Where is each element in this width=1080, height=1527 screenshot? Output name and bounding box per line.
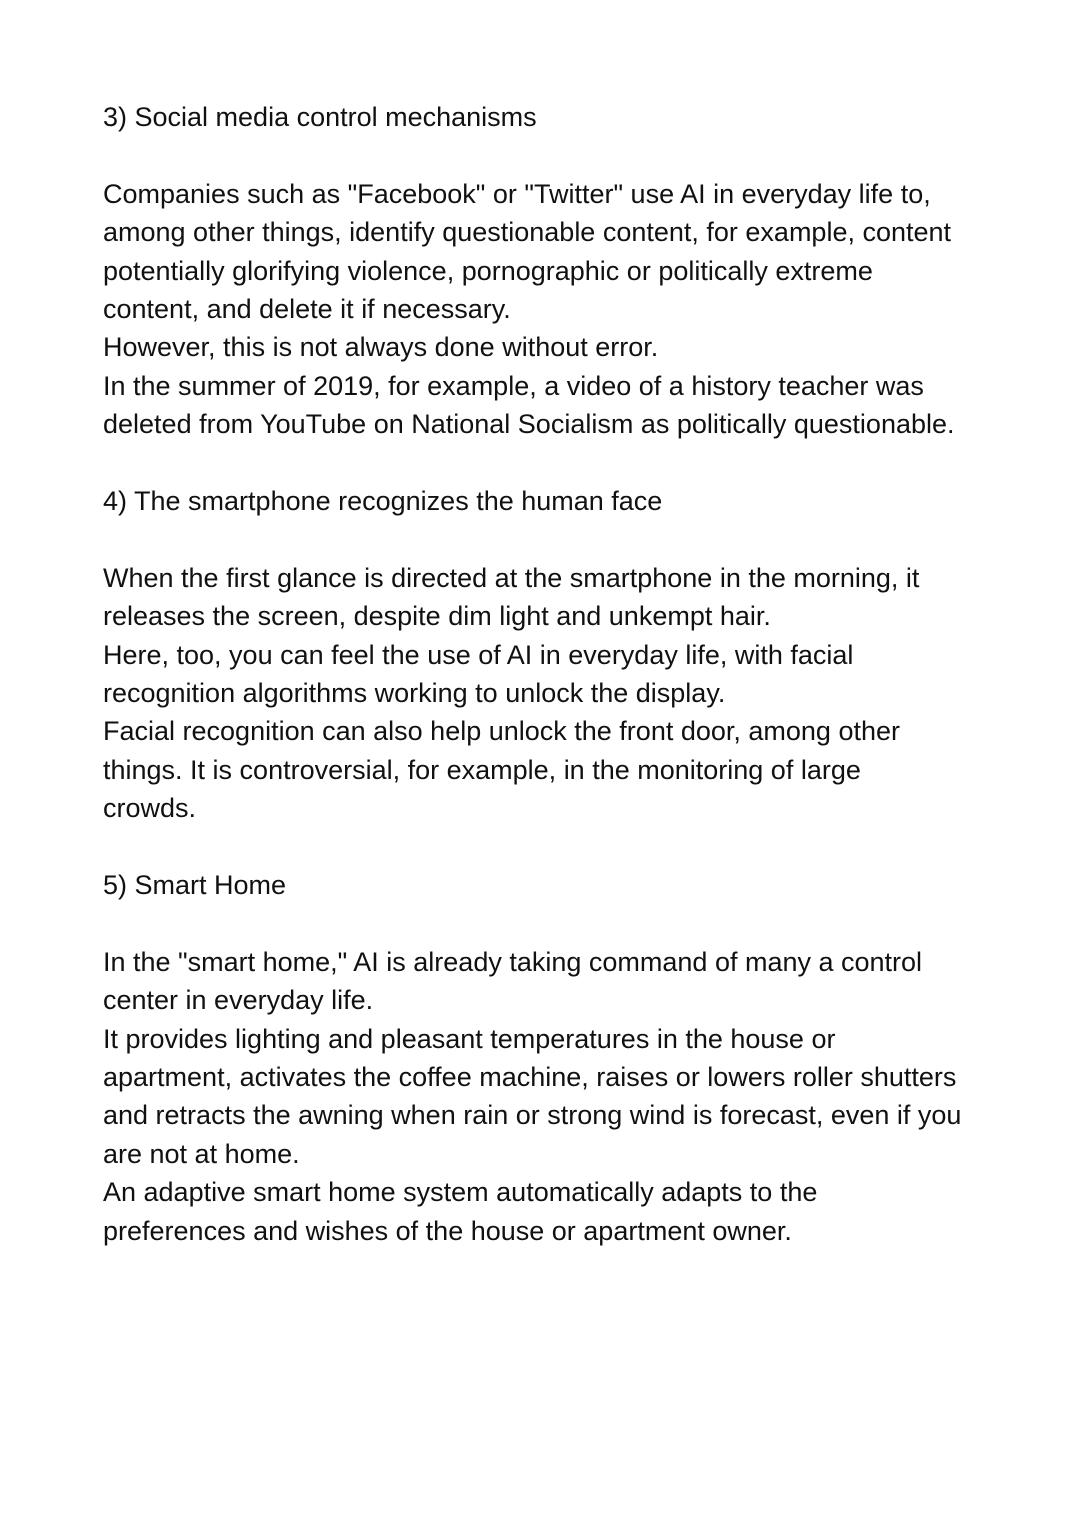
paragraph-line: crowds. — [103, 793, 197, 824]
paragraph-line: Facial recognition can also help unlock the front door, among other — [103, 716, 900, 747]
section-heading: 3) Social media control mechanisms — [103, 102, 537, 132]
spacer — [103, 136, 1003, 174]
spacer — [103, 904, 1003, 942]
paragraph-line: are not at home. — [103, 1138, 300, 1169]
paragraph-line: releases the screen, despite dim light and unkempt hair. — [103, 601, 771, 632]
paragraph-line: potentially glorifying violence, pornographic or politically extreme — [103, 255, 873, 286]
paragraph-line: Here, too, you can feel the use of AI in everyday life, with facial — [103, 639, 854, 670]
paragraph-line: preferences and wishes of the house or apartment owner. — [103, 1215, 792, 1246]
section-heading: 4) The smartphone recognizes the human face — [103, 486, 663, 517]
section-social-media — [103, 98, 1003, 444]
section-smart-home — [103, 866, 1003, 1250]
spacer — [103, 828, 1003, 866]
section-heading: 5) Smart Home — [103, 870, 287, 901]
spacer — [103, 520, 1003, 558]
paragraph-line: In the summer of 2019, for example, a video of a history teacher was — [103, 370, 924, 401]
section-face-recognition — [103, 482, 1003, 828]
section-paragraph — [103, 943, 1003, 1250]
document-page — [103, 98, 1003, 1250]
paragraph-line: things. It is controversial, for example, in the monitoring of large — [103, 754, 861, 785]
section-paragraph — [103, 175, 1003, 444]
paragraph-line: When the first glance is directed at the smartphone in the morning, it — [103, 562, 920, 593]
spacer — [103, 444, 1003, 482]
paragraph-line: center in everyday life. — [103, 985, 374, 1016]
paragraph-line: content, and delete it if necessary. — [103, 294, 511, 325]
paragraph-line: An adaptive smart home system automatically adapts to the — [103, 1177, 818, 1208]
paragraph-line: deleted from YouTube on National Socialism as politically questionable. — [103, 409, 955, 440]
paragraph-line: Companies such as "Facebook" or "Twitter" use AI in everyday life to, — [103, 178, 931, 209]
paragraph-line: apartment, activates the coffee machine, raises or lowers roller shutters — [103, 1062, 957, 1093]
paragraph-line: among other things, identify questionable content, for example, content — [103, 217, 952, 248]
paragraph-line: recognition algorithms working to unlock the display. — [103, 678, 726, 709]
section-paragraph — [103, 559, 1003, 828]
paragraph-line: It provides lighting and pleasant temperatures in the house or — [103, 1023, 836, 1054]
paragraph-line: and retracts the awning when rain or strong wind is forecast, even if you — [103, 1100, 962, 1131]
paragraph-line: In the "smart home," AI is already taking command of many a control — [103, 946, 923, 977]
paragraph-line: However, this is not always done without error. — [103, 332, 659, 363]
